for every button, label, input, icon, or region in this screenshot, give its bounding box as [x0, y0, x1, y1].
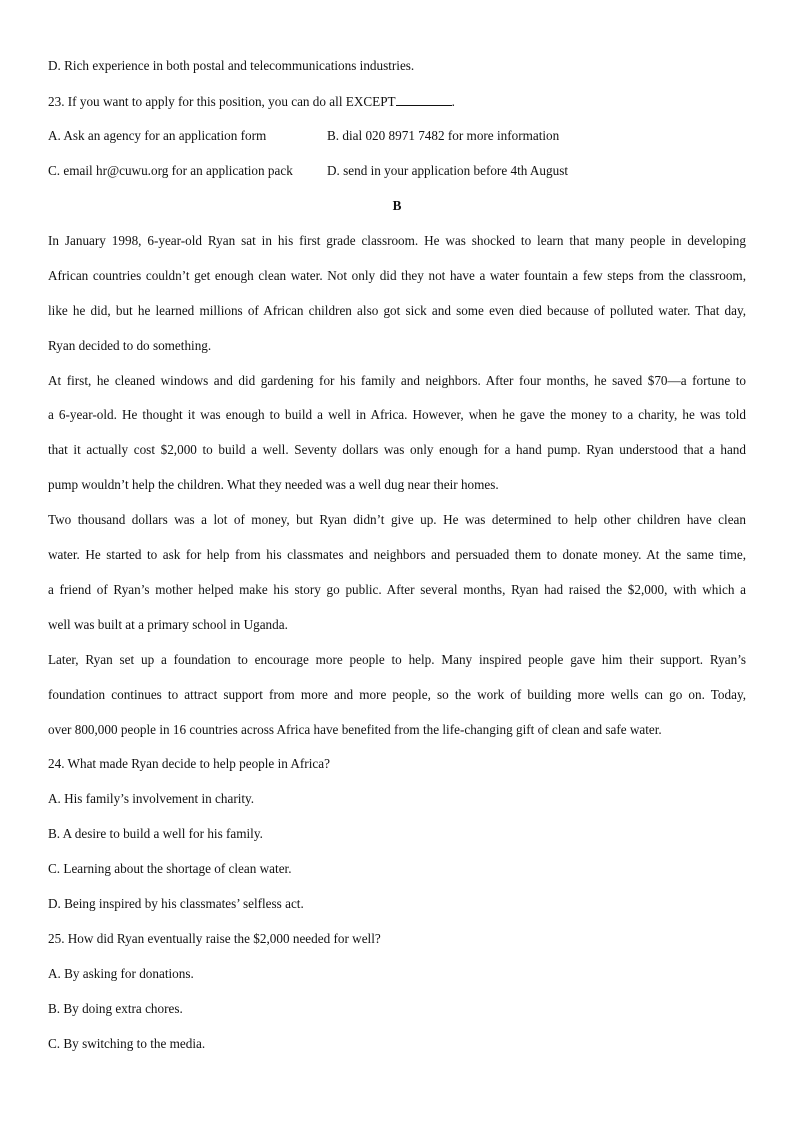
passage-line: like he did, but he learned millions of African children also got sick and some even died because of polluted water. That day, — [48, 303, 746, 318]
passage-line: that it actually cost $2,000 to build a well. Seventy dollars was only enough for a hand pump. Ryan understood that a hand — [48, 442, 746, 457]
passage-line: water. He started to ask for help from his classmates and neighbors and persuaded them to donate money. At the same time, — [48, 547, 746, 562]
passage-line: At first, he cleaned windows and did gardening for his family and neighbors. After four months, he saved $70—a fortune to — [48, 373, 746, 388]
passage-line: African countries couldn’t get enough clean water. Not only did they not have a water fountain a few steps from the classroom, — [48, 268, 746, 283]
q22-option-d: D. Rich experience in both postal and telecommunications industries. — [48, 58, 415, 73]
q23-stem-text: 23. If you want to apply for this position, you can do all EXCEPT — [48, 94, 396, 109]
q25-option-b: B. By doing extra chores. — [48, 1001, 183, 1016]
q24-option-c: C. Learning about the shortage of clean water. — [48, 861, 292, 876]
q25-stem: 25. How did Ryan eventually raise the $2,000 needed for well? — [48, 931, 381, 946]
q23-stem — [48, 93, 455, 110]
passage-line: Later, Ryan set up a foundation to encourage more people to help. Many inspired people gave him their support. Ryan’s — [48, 652, 746, 667]
q25-option-c: C. By switching to the media. — [48, 1036, 206, 1051]
section-heading: B — [392, 198, 402, 213]
passage-line: Two thousand dollars was a lot of money, but Ryan didn’t give up. He was determined to help other children have clean — [48, 512, 746, 527]
q23-stem-end: . — [451, 94, 455, 109]
q24-option-a: A. His family’s involvement in charity. — [48, 791, 255, 806]
q23-option-b: B. dial 020 8971 7482 for more information — [327, 128, 560, 143]
passage-line: over 800,000 people in 16 countries across Africa have benefited from the life-changing gift of clean and safe water. — [48, 722, 662, 737]
passage-line: a 6-year-old. He thought it was enough to build a well in Africa. However, when he gave the money to a charity, he was told — [48, 407, 746, 422]
answer-blank — [396, 93, 452, 106]
q25-option-a: A. By asking for donations. — [48, 966, 194, 981]
passage-line: foundation continues to attract support from more and more people, so the work of building more wells can go on. Today, — [48, 687, 746, 702]
q24-stem: 24. What made Ryan decide to help people in Africa? — [48, 756, 330, 771]
q23-option-d: D. send in your application before 4th August — [327, 163, 568, 178]
passage-line: pump wouldn’t help the children. What they needed was a well dug near their homes. — [48, 477, 499, 492]
passage-line: a friend of Ryan’s mother helped make his story go public. After several months, Ryan had raised the $2,000, with which a — [48, 582, 746, 597]
q24-option-b: B. A desire to build a well for his family. — [48, 826, 263, 841]
passage-line: Ryan decided to do something. — [48, 338, 212, 353]
passage-line: In January 1998, 6-year-old Ryan sat in his first grade classroom. He was shocked to learn that many people in developing — [48, 233, 746, 248]
q23-option-c: C. email hr@cuwu.org for an application pack — [48, 163, 293, 178]
q24-option-d: D. Being inspired by his classmates’ selfless act. — [48, 896, 304, 911]
q23-option-a: A. Ask an agency for an application form — [48, 128, 267, 143]
passage-line: well was built at a primary school in Uganda. — [48, 617, 288, 632]
